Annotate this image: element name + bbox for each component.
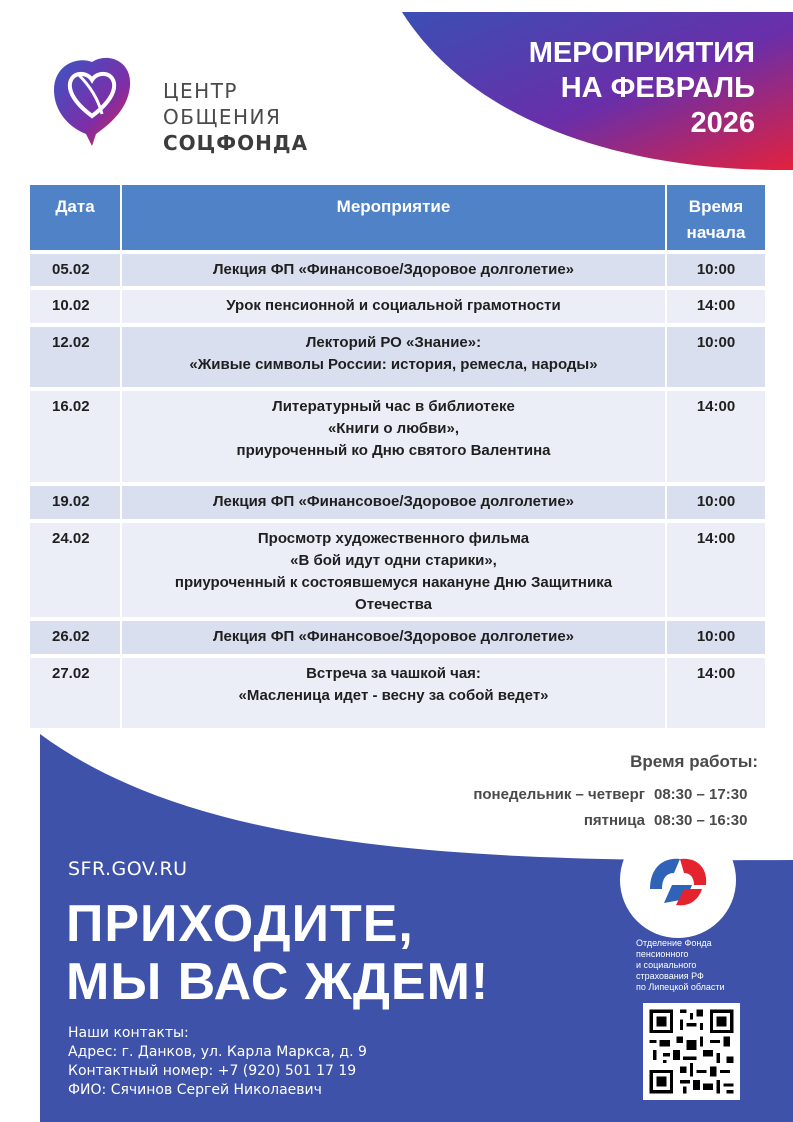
row-date: 16.02 bbox=[30, 389, 121, 484]
row-event bbox=[121, 521, 666, 619]
logo-line-1: ЦЕНТР bbox=[163, 79, 238, 103]
website-link[interactable]: SFR.GOV.RU bbox=[68, 858, 188, 880]
working-hours-days: пятница bbox=[583, 812, 645, 829]
row-event bbox=[121, 325, 666, 389]
working-hours-title: Время работы: bbox=[630, 752, 758, 771]
row-event-line: Встреча за чашкой чая: bbox=[306, 665, 481, 682]
row-event-line: «Живые символы России: история, ремесла, народы» bbox=[189, 356, 598, 373]
heart-speech-bubble-icon bbox=[52, 54, 132, 146]
row-event-line: «Масленица идет - весну за собой ведет» bbox=[238, 687, 549, 704]
slogan-line-2: МЫ ВАС ЖДЕМ! bbox=[66, 953, 490, 1011]
column-header-event: Мероприятие bbox=[121, 185, 666, 252]
column-header-time-line-1: Время bbox=[688, 197, 744, 216]
contacts-address: Адрес: г. Данков, ул. Карла Маркса, д. 9 bbox=[68, 1044, 367, 1060]
row-time: 14:00 bbox=[666, 389, 765, 484]
table-row bbox=[30, 521, 765, 619]
row-event bbox=[121, 252, 666, 288]
banner-title bbox=[529, 36, 755, 141]
org-line: и социального bbox=[636, 960, 697, 970]
column-header-date: Дата bbox=[30, 185, 121, 252]
working-hours-row bbox=[473, 808, 758, 834]
row-event bbox=[121, 484, 666, 521]
working-hours-time: 08:30 – 17:30 bbox=[654, 786, 748, 803]
working-hours bbox=[473, 752, 758, 834]
row-time: 14:00 bbox=[666, 656, 765, 728]
banner-title-line-1: МЕРОПРИЯТИЯ bbox=[528, 37, 755, 69]
row-date: 19.02 bbox=[30, 484, 121, 521]
row-event bbox=[121, 288, 666, 325]
row-event-line: Литературный час в библиотеке bbox=[272, 398, 515, 415]
row-time: 14:00 bbox=[666, 521, 765, 619]
row-time: 10:00 bbox=[666, 484, 765, 521]
row-date: 12.02 bbox=[30, 325, 121, 389]
qr-code-icon[interactable] bbox=[643, 1003, 740, 1100]
row-event-line: Лекция ФП «Финансовое/Здоровое долголетие» bbox=[212, 261, 575, 278]
contacts-phone[interactable]: Контактный номер: +7 (920) 501 17 19 bbox=[68, 1063, 357, 1079]
row-date: 05.02 bbox=[30, 252, 121, 288]
table-row bbox=[30, 252, 765, 288]
org-line: страхования РФ bbox=[636, 971, 704, 981]
row-date: 27.02 bbox=[30, 656, 121, 728]
row-event-line: приуроченный к состоявшемуся накануне Дню Защитника bbox=[174, 574, 613, 591]
row-event-line: «Книги о любви», bbox=[327, 420, 460, 437]
org-line: по Липецкой области bbox=[636, 982, 725, 992]
slogan-line-1: ПРИХОДИТЕ, bbox=[66, 895, 414, 953]
row-event bbox=[121, 619, 666, 656]
contacts-block bbox=[68, 1024, 367, 1100]
row-event-line: приуроченный ко Дню святого Валентина bbox=[236, 442, 551, 459]
organization-name bbox=[636, 938, 725, 993]
contacts-title: Наши контакты: bbox=[68, 1025, 189, 1041]
contacts-person: ФИО: Сячинов Сергей Николаевич bbox=[68, 1082, 322, 1098]
table-row bbox=[30, 656, 765, 728]
table-row bbox=[30, 484, 765, 521]
banner-title-line-2: НА ФЕВРАЛЬ bbox=[560, 72, 755, 104]
slogan bbox=[66, 895, 489, 1011]
events-table bbox=[30, 185, 765, 728]
org-line: Отделение Фонда bbox=[636, 938, 712, 948]
row-event-line: Отечества bbox=[355, 596, 432, 613]
column-header-time bbox=[666, 185, 765, 252]
row-event-line: «В бой идут одни старики», bbox=[290, 552, 497, 569]
org-line: пенсионного bbox=[636, 949, 689, 959]
banner-title-line-3: 2026 bbox=[690, 107, 755, 139]
row-event-line: Урок пенсионной и социальной грамотности bbox=[226, 297, 561, 314]
table-header-row bbox=[30, 185, 765, 252]
logo-line-3: СОЦФОНДА bbox=[163, 131, 309, 155]
row-event bbox=[121, 389, 666, 484]
table-row bbox=[30, 389, 765, 484]
row-event-line: Лекторий РО «Знание»: bbox=[305, 334, 482, 351]
table-row bbox=[30, 325, 765, 389]
row-event-line: Просмотр художественного фильма bbox=[257, 530, 530, 547]
row-time: 10:00 bbox=[666, 252, 765, 288]
working-hours-row bbox=[473, 782, 758, 808]
sfr-logo-icon bbox=[640, 845, 716, 921]
row-date: 10.02 bbox=[30, 288, 121, 325]
row-time: 10:00 bbox=[666, 325, 765, 389]
working-hours-time: 08:30 – 16:30 bbox=[654, 812, 748, 829]
row-time: 14:00 bbox=[666, 288, 765, 325]
row-event-line: Лекция ФП «Финансовое/Здоровое долголетие» bbox=[212, 493, 575, 510]
row-event-line: Лекция ФП «Финансовое/Здоровое долголетие» bbox=[212, 628, 575, 645]
logo-line-2: ОБЩЕНИЯ bbox=[163, 105, 282, 129]
row-time: 10:00 bbox=[666, 619, 765, 656]
row-date: 24.02 bbox=[30, 521, 121, 619]
table-row bbox=[30, 619, 765, 656]
column-header-time-line-2: начала bbox=[686, 223, 746, 242]
working-hours-days: понедельник – четверг bbox=[473, 786, 645, 803]
table-row bbox=[30, 288, 765, 325]
row-date: 26.02 bbox=[30, 619, 121, 656]
logo-text bbox=[163, 78, 308, 156]
row-event bbox=[121, 656, 666, 728]
